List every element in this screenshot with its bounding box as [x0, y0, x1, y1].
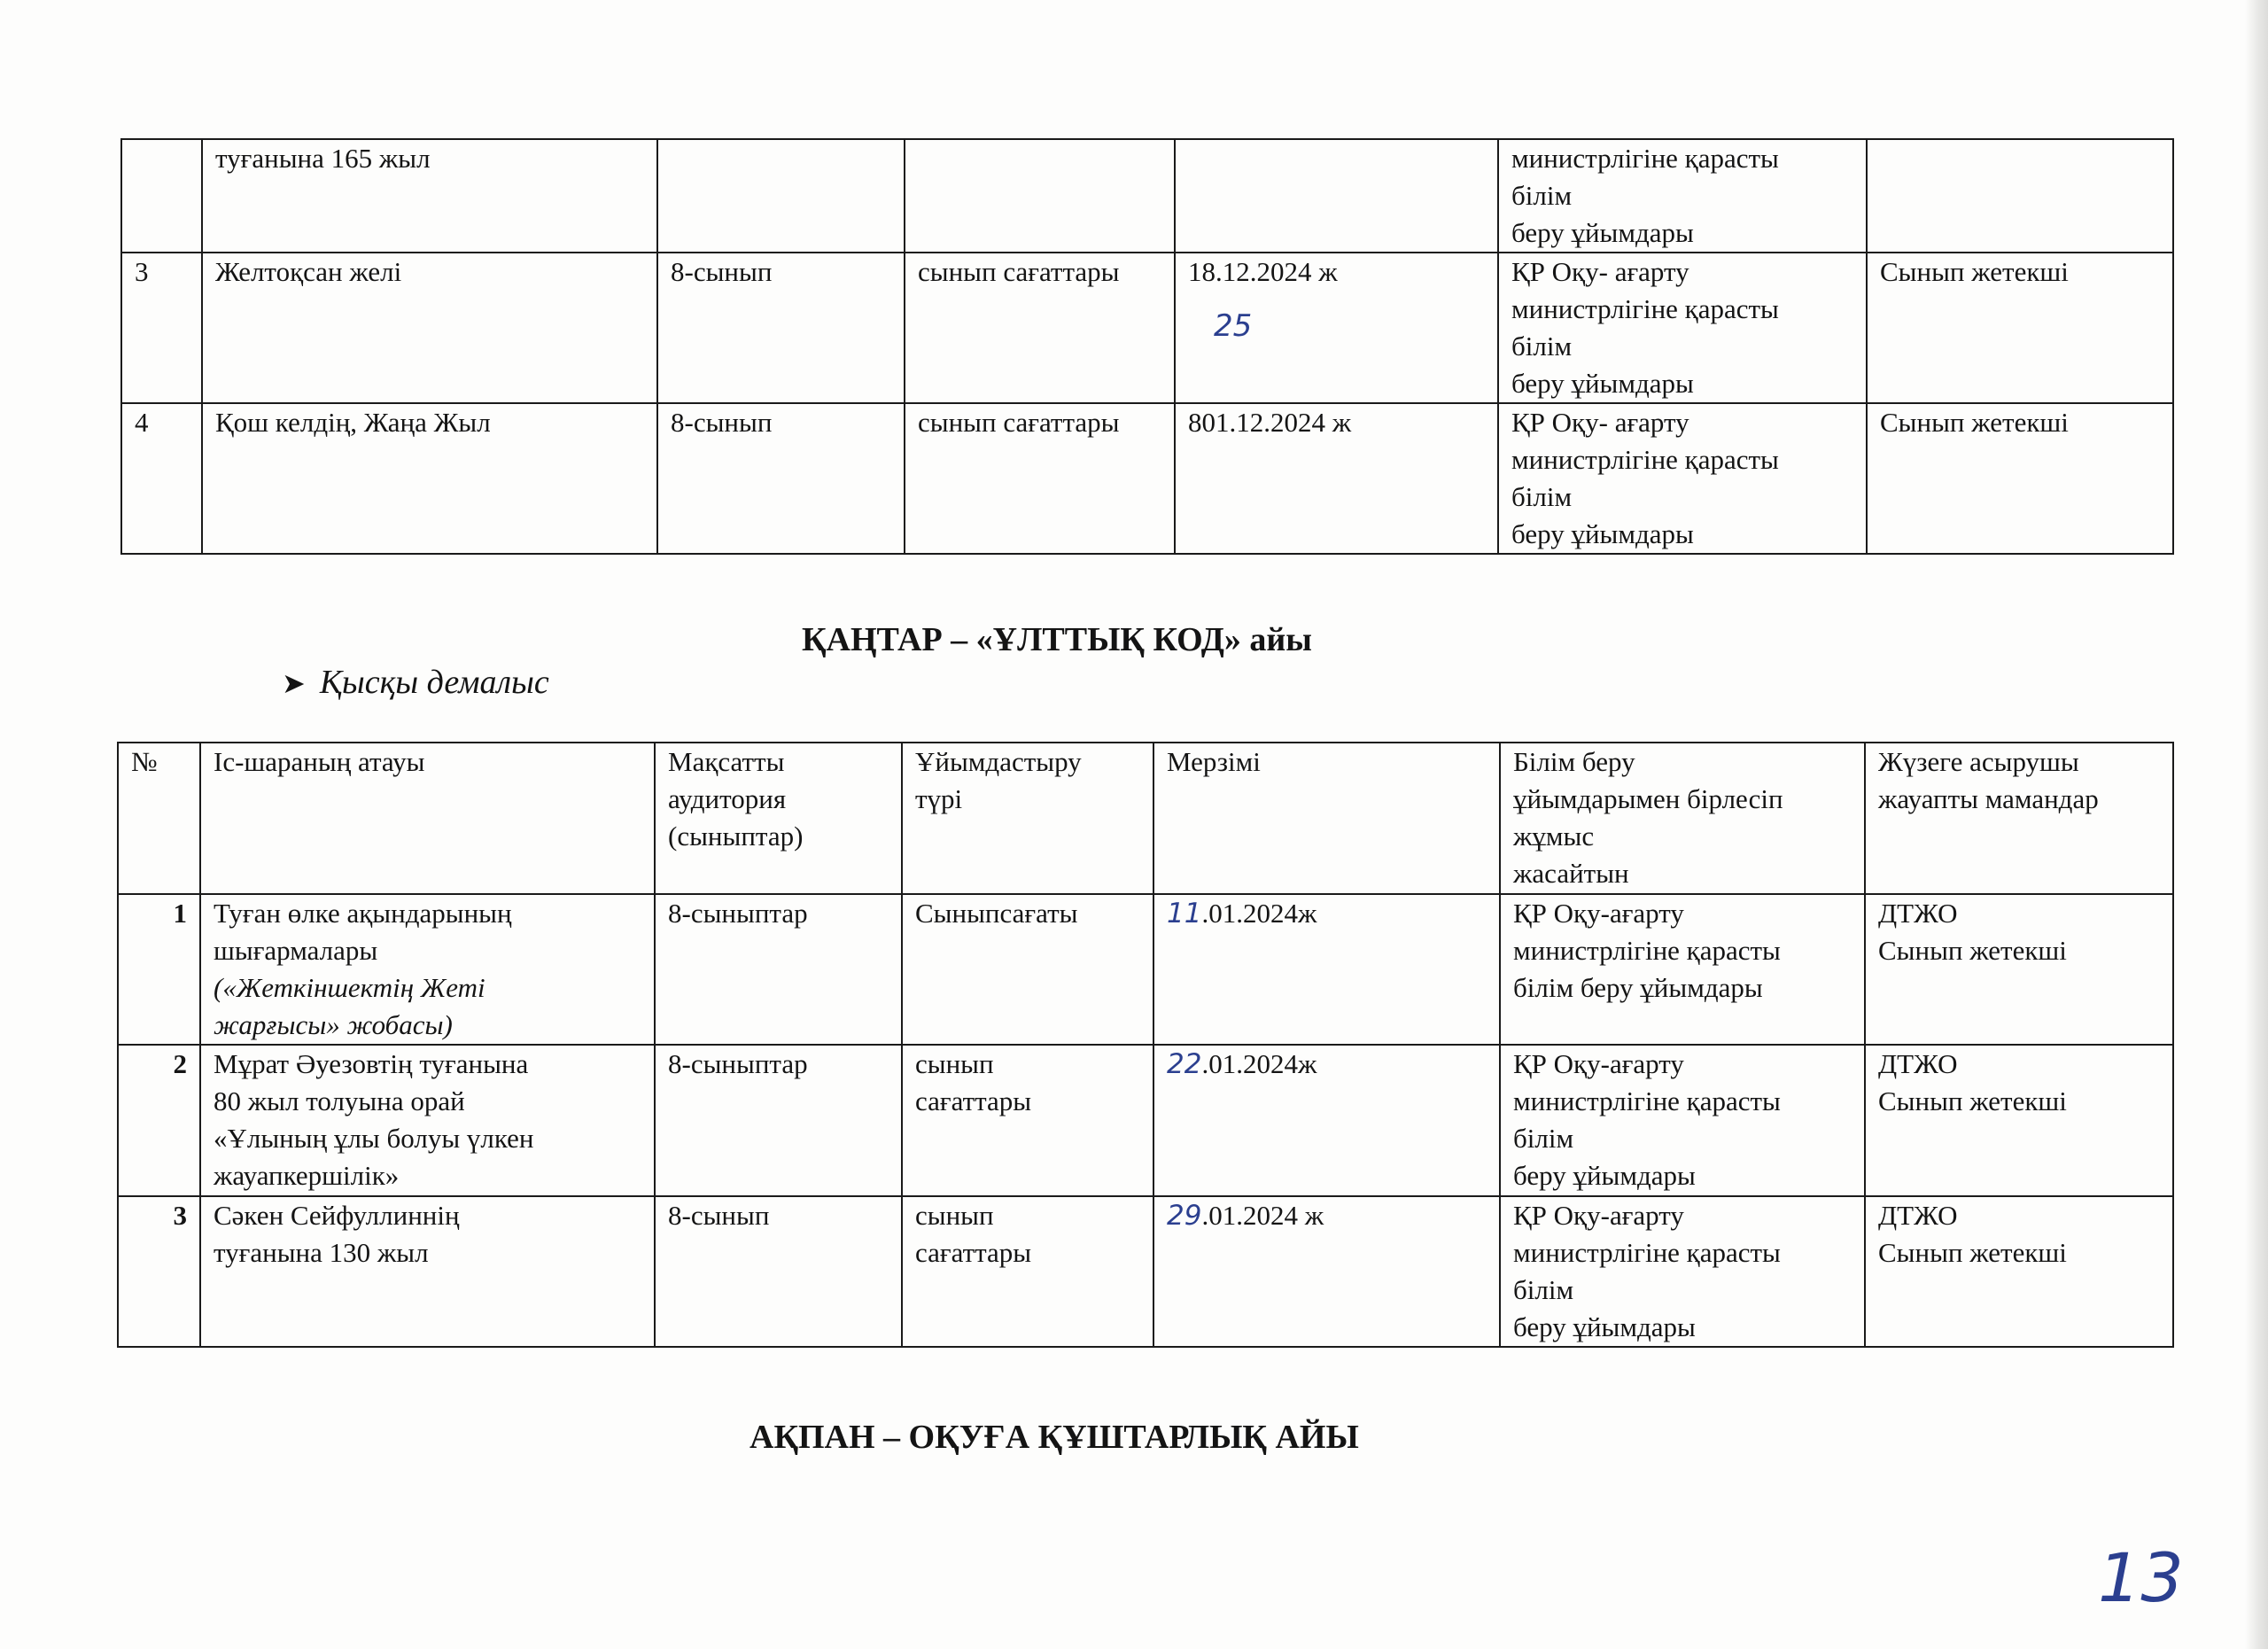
target-audience: 8-сыныптар [655, 894, 902, 1045]
header-number: № [118, 743, 200, 894]
target-audience: 8-сынып [655, 1196, 902, 1347]
row-number: 2 [118, 1045, 200, 1196]
partner-organizations: ҚР Оқу-ағарту министрлігіне қарасты білім беру ұйымдары [1500, 1045, 1865, 1196]
organization-form [905, 139, 1175, 253]
handwritten-page-number: 13 [2098, 1538, 2184, 1617]
partner-organizations: министрлігіне қарасты білім беру ұйымдары [1498, 139, 1867, 253]
table-row [121, 253, 2173, 403]
organization-form: сынып сағаттары [905, 253, 1175, 403]
date-text: .01.2024 ж [1201, 1200, 1324, 1231]
table-row [118, 1196, 2173, 1347]
event-name: Желтоқсан желі [202, 253, 657, 403]
handwritten-day: 11 [1167, 898, 1202, 930]
event-title: Туған өлке ақындарының шығармалары [214, 898, 512, 966]
responsible-staff: ДТЖО Сынып жетекші [1865, 894, 2173, 1045]
scan-edge [2245, 0, 2268, 1649]
table-header-row [118, 743, 2173, 894]
header-form: Ұйымдастыру түрі [902, 743, 1153, 894]
handwritten-day: 29 [1167, 1200, 1202, 1232]
december-events-table [120, 138, 2174, 555]
responsible-staff: Сынып жетекші [1867, 253, 2173, 403]
event-date [1175, 139, 1498, 253]
event-name: Сәкен Сейфуллиннің туғанына 130 жыл [200, 1196, 655, 1347]
header-date: Мерзімі [1153, 743, 1500, 894]
section-title-february: АҚПАН – ОҚУҒА ҚҰШТАРЛЫҚ АЙЫ [750, 1419, 1359, 1456]
event-date: 18.12.2024 ж [1175, 253, 1498, 403]
event-name: Мұрат Әуезовтің туғанына 80 жыл толуына орай «Ұлының ұлы болуы үлкен жауапкершілік» [200, 1045, 655, 1196]
event-project-note: («Жеткіншектің Жеті жарғысы» жобасы) [214, 972, 485, 1040]
row-number: 3 [121, 253, 202, 403]
event-name: Қош келдің, Жаңа Жыл [202, 403, 657, 554]
date-text: .01.2024ж [1201, 898, 1317, 929]
event-date [1153, 1196, 1500, 1347]
responsible-staff: Сынып жетекші [1867, 403, 2173, 554]
organization-form: сынып сағаттары [902, 1045, 1153, 1196]
handwritten-date-note: 25 [1214, 308, 1253, 344]
row-number [121, 139, 202, 253]
row-number: 4 [121, 403, 202, 554]
target-audience [657, 139, 905, 253]
partner-organizations: ҚР Оқу-ағарту министрлігіне қарасты білім беру ұйымдары [1500, 1196, 1865, 1347]
target-audience: 8-сыныптар [655, 1045, 902, 1196]
partner-organizations: ҚР Оқу- ағарту министрлігіне қарасты білім беру ұйымдары [1498, 253, 1867, 403]
event-date: 801.12.2024 ж [1175, 403, 1498, 554]
bullet-item [282, 663, 549, 702]
date-text: .01.2024ж [1201, 1048, 1317, 1079]
row-number: 3 [118, 1196, 200, 1347]
header-event-name: Іс-шараның атауы [200, 743, 655, 894]
section-title-january: ҚАҢТАР – «ҰЛТТЫҚ КОД» айы [802, 621, 1312, 658]
table-row [121, 139, 2173, 253]
event-date [1153, 1045, 1500, 1196]
organization-form: сынып сағаттары [902, 1196, 1153, 1347]
header-responsible: Жүзеге асырушы жауапты мамандар [1865, 743, 2173, 894]
organization-form: сынып сағаттары [905, 403, 1175, 554]
table-row [118, 894, 2173, 1045]
responsible-staff: ДТЖО Сынып жетекші [1865, 1045, 2173, 1196]
january-events-table [117, 742, 2174, 1348]
target-audience: 8-сынып [657, 403, 905, 554]
organization-form: Сыныпсағаты [902, 894, 1153, 1045]
table-row [121, 403, 2173, 554]
target-audience: 8-сынып [657, 253, 905, 403]
header-audience: Мақсатты аудитория (сыныптар) [655, 743, 902, 894]
responsible-staff [1867, 139, 2173, 253]
event-date [1153, 894, 1500, 1045]
responsible-staff: ДТЖО Сынып жетекші [1865, 1196, 2173, 1347]
event-name [200, 894, 655, 1045]
header-partners: Білім беру ұйымдарымен бірлесіп жұмыс жасайтын [1500, 743, 1865, 894]
bullet-text: Қысқы демалыс [319, 664, 549, 701]
handwritten-day: 22 [1167, 1048, 1202, 1080]
partner-organizations: ҚР Оқу-ағарту министрлігіне қарасты білім беру ұйымдары [1500, 894, 1865, 1045]
table-row [118, 1045, 2173, 1196]
partner-organizations: ҚР Оқу- ағарту министрлігіне қарасты білім беру ұйымдары [1498, 403, 1867, 554]
arrow-bullet-icon: ➤ [282, 667, 306, 699]
event-name: туғанына 165 жыл [202, 139, 657, 253]
row-number: 1 [118, 894, 200, 1045]
